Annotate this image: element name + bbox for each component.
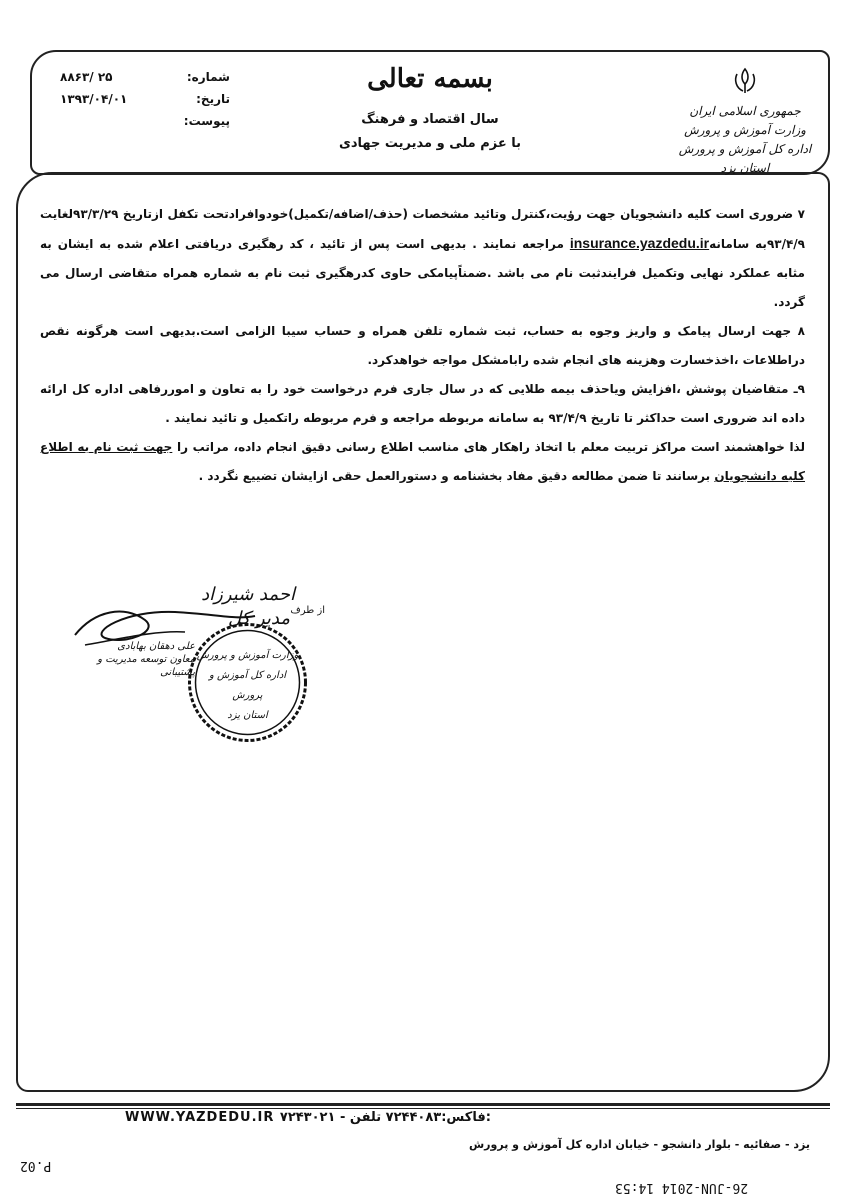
on-behalf-label: از طرف [290,605,325,616]
ministry-line2: وزارت آموزش و پرورش [684,123,806,137]
slogan-line1: سال اقتصاد و فرهنگ [361,112,499,127]
closing-underlined: جهت ثبت نام به اطلاع کلیه دانشجویان [40,440,805,483]
closing-text-a: لذا خواهشمند است مراکز تربیت معلم با اتخاذ راهکار های مناسب اطلاع رسانی دقیق انجام داده، مراتب را [176,440,805,454]
signer-title: مدیر کل [228,608,290,629]
attachment-row [60,110,230,132]
number-row [60,66,230,88]
number-label: شماره: [186,70,230,84]
official-seal [185,620,310,745]
seal-line3: استان یزد [227,710,268,721]
paragraph-7 [40,200,805,317]
signature-area [65,580,325,760]
fax-page-number: P.02 [20,1158,52,1173]
ministry-block [670,66,820,178]
paragraph-7-text-a: ۷ ضروری است کلیه دانشجویان جهت رؤیت،کنترل وتائید مشخصات (حذف/اضافه/تکمیل)خودوافرادتحت تکفل ازتاریخ ۹۳/۳/۲۹لغایت ۹۳/۴/۹به سامانه [40,207,805,251]
letter-body [40,200,805,491]
footer-rule [16,1103,830,1106]
date-label: تاریخ: [196,92,230,106]
paragraph-8: ۸ جهت ارسال پیامک و واریز وجوه به حساب، ثبت شماره تلفن همراه و حساب سیبا الزامی است.بدیهی است هرگونه نقص دراطلاعات ،اخذخسارت وهزینه های انجام شده رابامشکل مواجه خواهدکرد. [40,324,805,367]
attachment-label: پیوست: [183,114,230,128]
date-value: ۱۳۹۳/۰۴/۰۱ [60,92,128,106]
paragraph-7-text-b: مراجعه نمایند . بدیهی است پس از تائید ، کد رهگیری دریافتی اعلام شده به ایشان به مثابه عملکرد نهایی وتکمیل فرایندثبت نام می باشد .ضمناًپیامکی حاوی کدرهگیری ثبت نام به شماره همراه متقاضی ارسال می گردد. [40,237,805,309]
closing-paragraph [40,433,805,491]
deputy-title: معاون توسعه مدیریت و پشتیبانی [97,654,195,678]
insurance-site-link[interactable]: insurance.yazdedu.ir [569,235,710,251]
footer-contact: WWW.YAZDEDU.IR ۷۲۴۳۰۲۱ - فاکس:۷۲۴۴۰۸۳ تلفن: [125,1110,491,1125]
iran-emblem-icon [730,66,760,96]
seal-line2: اداره کل آموزش و پرورش [208,670,287,701]
footer-address: یزد - صفائیه - بلوار دانشجو - خیابان اداره کل آموزش و پرورش [469,1138,810,1151]
seal-text [195,646,300,726]
closing-text-b: برسانند تا ضمن مطالعه دقیق مفاد بخشنامه و دستورالعمل حقی ازایشان تضییع نگردد . [198,469,711,483]
footer-rule-thin [16,1108,830,1109]
ministry-line3: اداره کل آموزش و پرورش استان یزد [678,142,812,175]
number-value: ۸۸۶۳/ ۲۵ [60,70,113,84]
seal-line1: وزارت آموزش و پرورش [196,650,299,661]
paragraph-9: ۹ـ متقاضیان پوشش ،افزایش ویاحذف بیمه طلایی که در سال جاری فرم درخواست خود را به تعاون و اموررفاهی اداره کل ارائه داده اند ضروری است حداکثر تا تاریخ ۹۳/۴/۹ به سامانه مربوطه مراجعه و فرم مربوطه راتکمیل و تائید نمایند . [40,382,805,425]
signer-name: احمد شیرزاد [201,584,295,605]
date-row [60,88,230,110]
header-center [330,64,530,156]
letter-meta [60,66,230,132]
slogan-line2: با عزم ملی و مدیریت جهادی [338,136,522,151]
fax-timestamp: 26-JUN-2014 14:53 [615,1180,749,1195]
ministry-line1: جمهوری اسلامی ایران [689,104,801,118]
basmala: بسمه تعالی [367,64,493,94]
deputy-name: علی دهقان بهابادی [117,641,195,652]
